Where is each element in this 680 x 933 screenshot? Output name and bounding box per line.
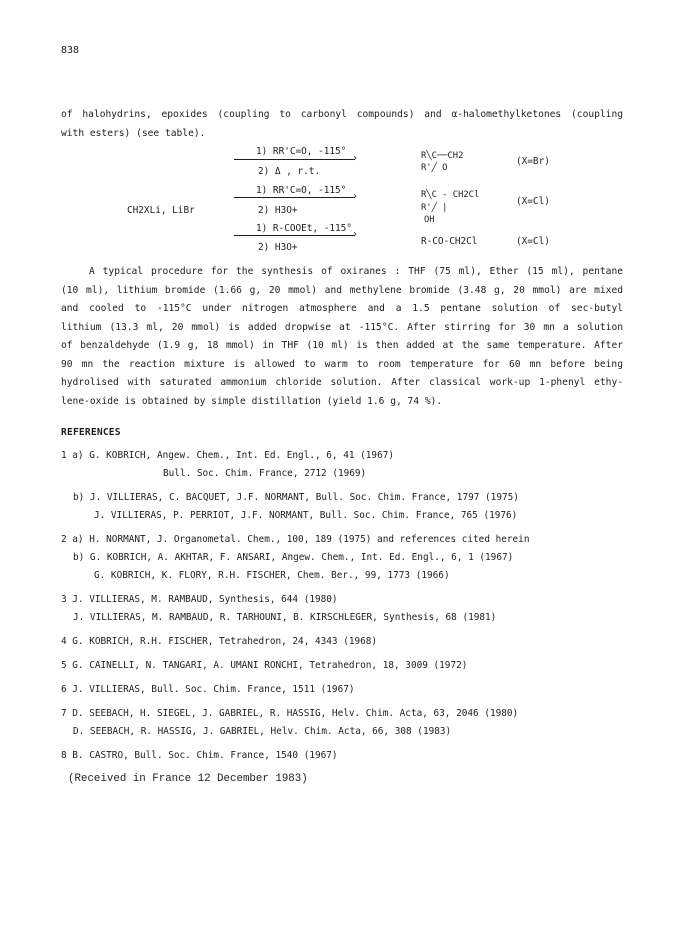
scheme-product: R'╱ O	[421, 163, 448, 173]
procedure-line: lene-oxide is obtained by simple distillation (yield 1.6 g, 74 %).	[61, 395, 443, 407]
arrowhead-icon: ›	[352, 191, 359, 202]
scheme-product: R╲C──CH2	[421, 151, 464, 161]
procedure-line: of benzaldehyde (1.9 g, 18 mmol) in THF (10 ml) is then added at the same temperature. After	[61, 340, 623, 351]
reaction-arrow	[234, 159, 355, 160]
reference-entry: 5 G. CAINELLI, N. TANGARI, A. UMANI RONCHI, Tetrahedron, 18, 3009 (1972)	[61, 660, 468, 671]
procedure-line: A typical procedure for the synthesis of oxiranes : THF (75 ml), Ether (15 ml), pentane	[89, 266, 623, 277]
scheme-tag: (X=Br)	[516, 156, 550, 167]
scheme-tag: (X=Cl)	[516, 196, 550, 207]
scheme-condition: 1) RR'C=O, -115°	[256, 146, 347, 157]
scheme-condition: 1) RR'C=O, -115°	[256, 185, 347, 196]
scheme-tag: (X=Cl)	[516, 236, 550, 247]
intro-paragraph	[61, 106, 623, 143]
reference-entry: 4 G. KOBRICH, R.H. FISCHER, Tetrahedron, 24, 4343 (1968)	[61, 636, 378, 647]
reference-entry: 2 a) H. NORMANT, J. Organometal. Chem., 100, 189 (1975) and references cited herein	[61, 534, 530, 545]
intro-line: of halohydrins, epoxides (coupling to carbonyl compounds) and α-halomethylketones (coupling	[61, 109, 623, 120]
procedure-line: lithium (13.3 ml, 20 mmol) is added dropwise at -115°C. After stirring for 30 mn a solution	[61, 321, 623, 333]
reference-entry: 3 J. VILLIERAS, M. RAMBAUD, Synthesis, 644 (1980)	[61, 594, 338, 605]
intro-line: with esters) (see table).	[61, 127, 206, 139]
scheme-condition: 2) H3O+	[258, 205, 298, 216]
procedure-line: (10 ml), lithium bromide (1.66 g, 20 mmol) and methylene bromide (3.48 g, 20 mmol) are mixed	[61, 284, 623, 296]
procedure-paragraph	[61, 263, 623, 411]
procedure-line: and cooled to -115°C under nitrogen atmosphere and a 1.5 pentane solution of sec-butyl	[61, 303, 623, 314]
scheme-product: R-CO-CH2Cl	[421, 236, 478, 247]
reference-entry: G. KOBRICH, K. FLORY, R.H. FISCHER, Chem. Ber., 99, 1773 (1966)	[94, 570, 450, 581]
arrowhead-icon: ›	[352, 229, 359, 240]
scheme-product: R'╱ |	[421, 203, 448, 213]
reaction-arrow	[234, 197, 355, 198]
scheme-product: OH	[424, 215, 435, 225]
reference-entry: b) J. VILLIERAS, C. BACQUET, J.F. NORMANT, Bull. Soc. Chim. France, 1797 (1975)	[73, 492, 519, 503]
scheme-condition: 2) Δ , r.t.	[258, 166, 321, 177]
reference-entry: D. SEEBACH, R. HASSIG, J. GABRIEL, Helv. Chim. Acta, 66, 308 (1983)	[73, 726, 452, 737]
reference-entry: 8 B. CASTRO, Bull. Soc. Chim. France, 1540 (1967)	[61, 750, 338, 761]
received-date: (Received in France 12 December 1983)	[68, 773, 308, 785]
reaction-arrow	[234, 235, 355, 236]
references-heading: REFERENCES	[61, 427, 121, 438]
procedure-line: hydrolised with saturated ammonium chloride solution. After classical work-up 1-phenyl ethy-	[61, 377, 623, 388]
reference-entry: J. VILLIERAS, P. PERRIOT, J.F. NORMANT, Bull. Soc. Chim. France, 765 (1976)	[94, 510, 518, 521]
page-number: 838	[61, 45, 80, 56]
reference-entry: 1 a) G. KOBRICH, Angew. Chem., Int. Ed. Engl., 6, 41 (1967)	[61, 450, 395, 461]
reference-entry: 7 D. SEEBACH, H. SIEGEL, J. GABRIEL, R. HASSIG, Helv. Chim. Acta, 63, 2046 (1980)	[61, 708, 519, 719]
reference-entry: Bull. Soc. Chim. France, 2712 (1969)	[163, 468, 367, 479]
scheme-condition: 1) R-COOEt, -115°	[256, 223, 352, 234]
scheme-reagent: CH2XLi, LiBr	[127, 205, 195, 216]
procedure-line: 90 mn the reaction mixture is allowed to warm to room temperature for 60 mn before being	[61, 358, 623, 370]
reference-entry: b) G. KOBRICH, A. AKHTAR, F. ANSARI, Angew. Chem., Int. Ed. Engl., 6, 1 (1967)	[73, 552, 514, 563]
scheme-product: R╲C - CH2Cl	[421, 190, 480, 200]
reference-entry: 6 J. VILLIERAS, Bull. Soc. Chim. France, 1511 (1967)	[61, 684, 355, 695]
scheme-condition: 2) H3O+	[258, 242, 298, 253]
arrowhead-icon: ›	[352, 153, 359, 164]
reference-entry: J. VILLIERAS, M. RAMBAUD, R. TARHOUNI, B. KIRSCHLEGER, Synthesis, 68 (1981)	[73, 612, 497, 623]
